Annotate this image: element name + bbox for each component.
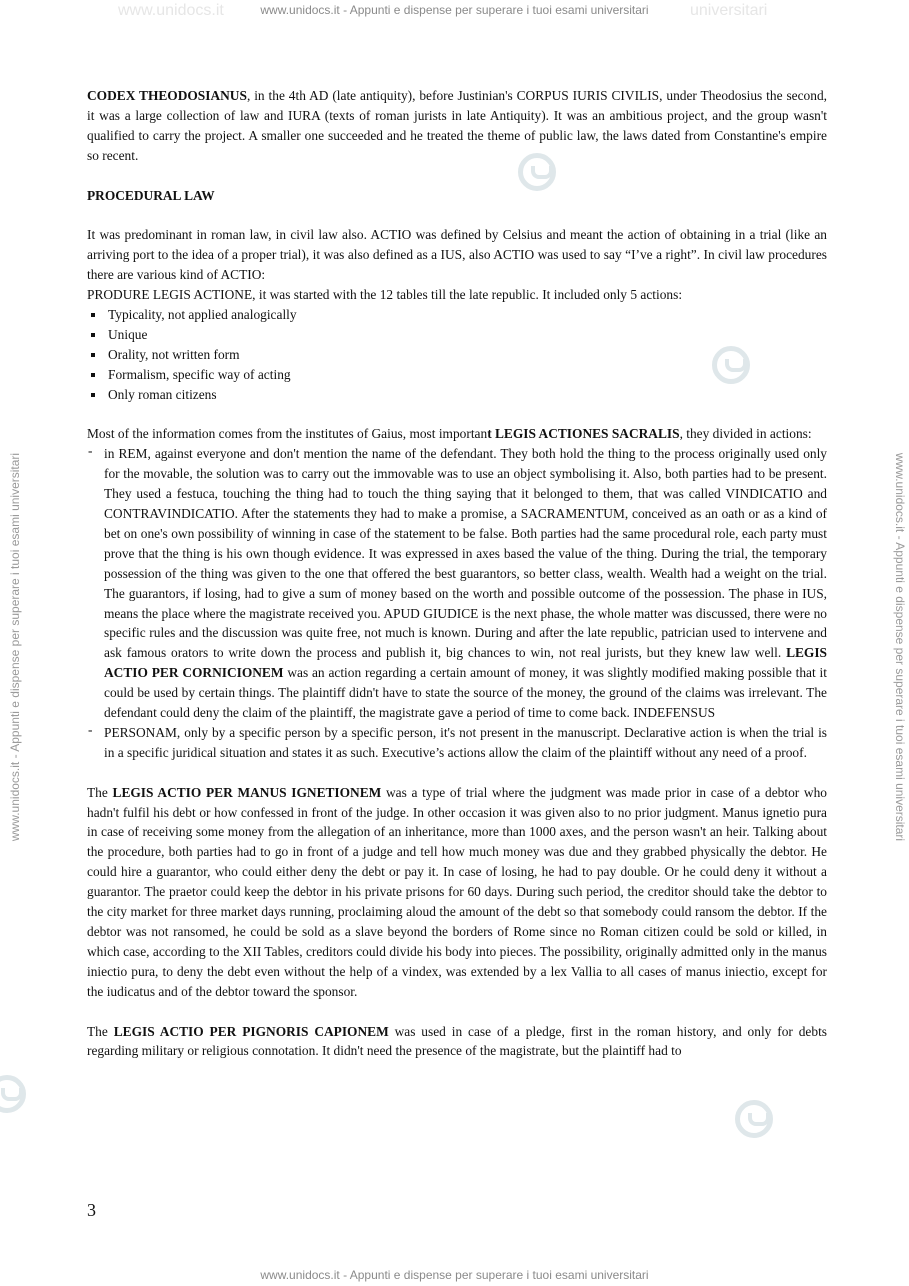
list-item-personam: - PERSONAM, only by a specific person by a specific person, it's not present in the manuscript. Declarative action is when the trial is in a specific juridical situation and states it as such. Executive’s actions allow the claim of the plaintiff without any need of a proof. [104,723,827,763]
paragraph-text: The [87,784,113,800]
unidocs-logo-icon [735,1100,773,1138]
paragraph-actio: It was predominant in roman law, in civil law also. ACTIO was defined by Celsius and meant the action of obtaining in a trial (like an arriving port to the idea of a proper trial), it was also defined as a IUS, also ACTIO was used to say “I’ve a right”. In civil law procedures there are various kind of ACTIO: [87,227,827,283]
term-manus: LEGIS ACTIO PER MANUS IGNETIONEM [112,784,382,800]
header-watermark: www.unidocs.it - Appunti e dispense per superare i tuoi esami universitari [260,3,649,17]
section-heading [87,186,827,206]
list-item: Unique [108,325,827,345]
list-item: Typicality, not applied analogically [108,305,827,325]
paragraph-text: Most of the information comes from the institutes of Gaius, most importan [87,426,488,442]
left-side-watermark: www.unidocs.it - Appunti e dispense per superare i tuoi esami universitari [8,452,22,842]
unidocs-logo-icon [0,1075,26,1113]
paragraph-text: was an action regarding a certain amount of money, it was slightly modified making possible that it could be used by certain things. The plaintiff didn't have to state the source of the money, the ground of the claims was irrelevant. The defendant could deny the claim of the plaintiff, the magistrate gave a period of time to come back. INDEFENSUS [104,665,827,721]
actions-dash-list [87,444,827,763]
paragraph-codex [87,86,827,166]
right-side-watermark: www.unidocs.it - Appunti e dispense per superare i tuoi esami universitari [893,452,907,842]
page-number: 3 [87,1200,96,1220]
list-item: Orality, not written form [108,345,827,365]
term-codex: CODEX THEODOSIANUS [87,88,247,103]
paragraph-text: was a type of trial where the judgment was made prior in case of a debtor who hadn't fulfil his debt or how confessed in front of the judge. In other occasion it was given also to no prior judgment. Manus ignetio pura in case of receiving some money from the allegation of an inheritance, more than 1000 axes, and the person wasn't an heir. Talking about the procedure, both parties had to go in front of a judge and tell how much money was due and they grabbed physically the debtor. He could hire a guarantor, who could either deny the debt or pay it. In case of losing, he had to pay double. Or he could deny it without a guarantor. The praetor could keep the debtor in his private prisons for 60 days. During such period, the creditor should take the debtor to the city market for three market days running, proclaiming aloud the amount of the debt so that somebody could ransom the debtor. If the debtor was not ransomed, he could be sold as a slave beyond the borders of Rome since no Roman citizen could be sold or killed, in which case, according to the XII Tables, creditors could divide his body into pieces. The possibility, originally admitted only in the manus iniectio pura, to deny the debt even without the help of a vindex, was extended by a lex Vallia to all cases of manus iniectio, except for the iudicatus and of the debtor toward the sponsor. [87,784,827,999]
heading-text: PROCEDURAL LAW [87,187,215,203]
term-sacralis: t LEGIS ACTIONES SACRALIS [487,426,680,442]
document-body [87,86,827,1061]
paragraph-gaius [87,424,827,444]
footer-watermark: www.unidocs.it - Appunti e dispense per superare i tuoi esami universitari [260,1268,649,1282]
paragraph-pignoris [87,1022,827,1062]
paragraph-legis-actione: PRODURE LEGIS ACTIONE, it was started with the 12 tables till the late republic. It included only 5 actions: [87,287,683,303]
term-cornicionem: LEGIS ACTIO PER CORNICIONEM [104,645,827,681]
actions-list [87,305,827,405]
paragraph-text: , in the 4th AD (late antiquity), before Justinian's CORPUS IURIS CIVILIS, under Theodosius the second, it was a large collection of law and IURA (texts of roman jurists in late Antiquity). It was an ambitious project, and the group wasn't qualified to carry the project. A smaller one succeeded and he treated the theme of public law, the laws dated from Constantine's empire so recent. [87,88,827,163]
term-pignoris: LEGIS ACTIO PER PIGNORIS CAPIONEM [113,1023,389,1039]
list-item: Formalism, specific way of acting [108,365,827,385]
paragraph-text: was used in case of a pledge, first in the roman history, and only for debts regarding military or religious connotation. It didn't need the presence of the magistrate, but the plaintiff had to [87,1023,827,1059]
ghost-watermark-left: www.unidocs.it [118,2,224,19]
paragraph-text: , they divided in actions: [679,426,812,442]
paragraph-manus [87,783,827,1002]
ghost-watermark-right: universitari [690,2,768,19]
paragraph-text: in REM, against everyone and don't mention the name of the defendant. They both hold the thing to the process originally used only for the movable, the solution was to carry out the immovable was to use an object symbolising it. Also, both parties had to be present. They used a festuca, touching the thing had to touch the thing saying that it belonged to them, that was called VINDICATIO and CONTRAVINDICATIO. After the statements they had to make a promise, a SACRAMENTUM, conceived as an oath or as a kind of bet on one's own possibility of winning in case of the statement to be false. Both parties had the same procedural role, each party must prove that the thing is his own though evidence. It was expressed in axes based the value of the thing. During the trial, the temporary possession of the thing was given to the one that offered the best guarantors, so better class, wealth. Wealth had a weight on the trial. The guarantors, if losing, had to give a sum of money based on the worth and possible outcome of the possession. The phase in IUS, means the place where the magistrate received you. APUD GIUDICE is the next phase, the whole matter was discussed, there were no specific rules and the discussion was quite free, not much is known. During and after the late republic, patrician used to intervene and ask famous orators to write down the process and publish it, big chances to win, not real jurists, but they knew law well. [104,446,827,661]
list-item: Only roman citizens [108,385,827,405]
list-item-in-rem [104,444,827,723]
paragraph-text: The [87,1023,114,1039]
